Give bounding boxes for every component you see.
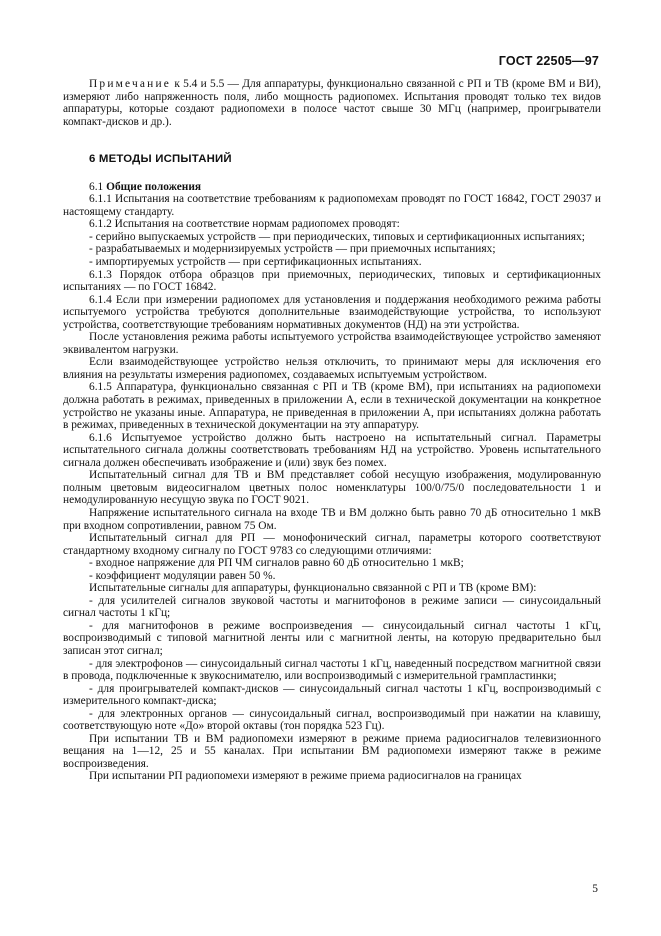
page-content [63,78,601,783]
paragraph-6-1-3: 6.1.3 Порядок отбора образцов при приемочных, периодических, типовых и сертификационных испытаниях — по ГОСТ 16842. [63,268,601,294]
paragraph-6-1-2: 6.1.2 Испытания на соответствие нормам радиопомех проводят: [89,218,400,231]
list-item: - для магнитофонов в режиме воспроизведения — синусоидальный сигнал частоты 1 кГц, воспроизводимый с типовой магнитной ленты или с магнитной ленты, на которую предварительно был записан этот сигнал; [63,619,601,657]
paragraph: Испытательный сигнал для РП — монофонический сигнал, параметры которого соответствуют стандартному входному сигналу по ГОСТ 9783 со следующими отличиями: [63,532,601,557]
paragraph: Если взаимодействующее устройство нельзя отключить, то принимают меры для исключения его влияния на результаты измерения радиопомех, создаваемых испытуемым устройством. [63,356,601,381]
paragraph: Испытательный сигнал для ТВ и ВМ представляет собой несущую изображения, модулированную полным цветовым видеосигналом цветных полос номенклатуры 100/0/75/0 последовательности 1 и немодулированную несущую звука по ГОСТ 9021. [63,469,601,507]
section-title: 6 МЕТОДЫ ИСПЫТАНИЙ [89,153,232,166]
paragraph-6-1-1: 6.1.1 Испытания на соответствие требованиям к радиопомехам проводят по ГОСТ 16842, ГОСТ 29037 и настоящему стандарту. [63,193,601,218]
list-item: - импортируемых устройств — при сертификационных испытаниях. [89,256,422,269]
note-label: Примечание [89,78,172,90]
note-paragraph [63,78,601,128]
list-item: - серийно выпускаемых устройств — при периодических, типовых и сертификационных испытаниях; [89,230,585,243]
subsection-heading [63,181,601,194]
list-item: - для усилителей сигналов звуковой частоты и магнитофонов в режиме записи — синусоидальный сигнал частоты 1 кГц; [63,594,601,620]
paragraph: Напряжение испытательного сигнала на входе ТВ и ВМ должно быть равно 70 дБ относительно 1 мкВ при входном сопротивлении, равном 75 Ом. [63,506,601,532]
paragraph-6-1-5: 6.1.5 Аппаратура, функционально связанная с РП и ТВ (кроме ВМ), при испытаниях на радиопомехи должна работать в режимах, приведенных в приложении А, если в технической документации на конкретное устройство не указаны иные. Аппаратура, не приведенная в приложении А, при испытаниях должна работать в режимах, приведенных в технической документации на эту аппаратуру. [63,381,601,432]
paragraph: После установления режима работы испытуемого устройства взаимодействующее устройство заменяют эквивалентом нагрузки. [63,331,601,356]
subsection-number: 6.1 [89,180,107,193]
paragraph-6-1-6: 6.1.6 Испытуемое устройство должно быть настроено на испытательный сигнал. Параметры испытательного сигнала должны соответствовать требованиям НД на устройство. Уровень испытательного сигнала должен обеспечивать изображение и (или) звук без помех. [63,431,601,469]
list-item: - входное напряжение для РП ЧМ сигналов равно 60 дБ относительно 1 мкВ; [89,557,464,570]
paragraph: Испытательные сигналы для аппаратуры, функционально связанной с РП и ТВ (кроме ВМ): [89,582,537,595]
paragraph: При испытании РП радиопомехи измеряют в режиме приема радиосигналов на границах [89,770,522,783]
list-item: - коэффициент модуляции равен 50 %. [89,569,276,582]
list-item: - для проигрывателей компакт-дисков — синусоидальный сигнал частоты 1 кГц, воспроизводимый с измерительного компакт-диска; [63,682,601,708]
list-item: - разрабатываемых и модернизируемых устройств — при приемочных испытаниях; [89,243,496,256]
paragraph-6-1-4: 6.1.4 Если при измерении радиопомех для установления и поддержания необходимого режима работы испытуемого устройства требуются дополнительные взаимодействующие устройства, то используют устройства, соответствующие требованиям нормативных документов (НД) на эти устройства. [63,293,601,331]
page-number: 5 [592,883,598,895]
list-item: - для электрофонов — синусоидальный сигнал частоты 1 кГц, наведенный посредством магнитной связи в провода, подключенные к звукоснимателю, или воспроизводимый с измерительной грампластинки; [63,657,601,683]
paragraph: При испытании ТВ и ВМ радиопомехи измеряют в режиме приема радиосигналов телевизионного вещания на 1—12, 25 и 55 каналах. При испытании ВМ радиопомехи измеряют также в режиме воспроизведения. [63,732,601,770]
list-item: - для электронных органов — синусоидальный сигнал, воспроизводимый при нажатии на клавишу, соответствующую ноте «До» второй октавы (тон порядка 523 Гц). [63,707,601,733]
note-text: к 5.4 и 5.5 — Для аппаратуры, функционально связанной с РП и ТВ (кроме ВМ и ВИ), измеряют либо напряженность поля, либо мощность радиопомех. Испытания проводят только тех видов аппаратуры, которые создают радиопомехи в полосе частот свыше 30 МГц (например, проигрыватели компакт-дисков и др.). [63,78,601,128]
subsection-title: Общие положения [106,180,202,193]
document-number: ГОСТ 22505—97 [498,54,599,68]
